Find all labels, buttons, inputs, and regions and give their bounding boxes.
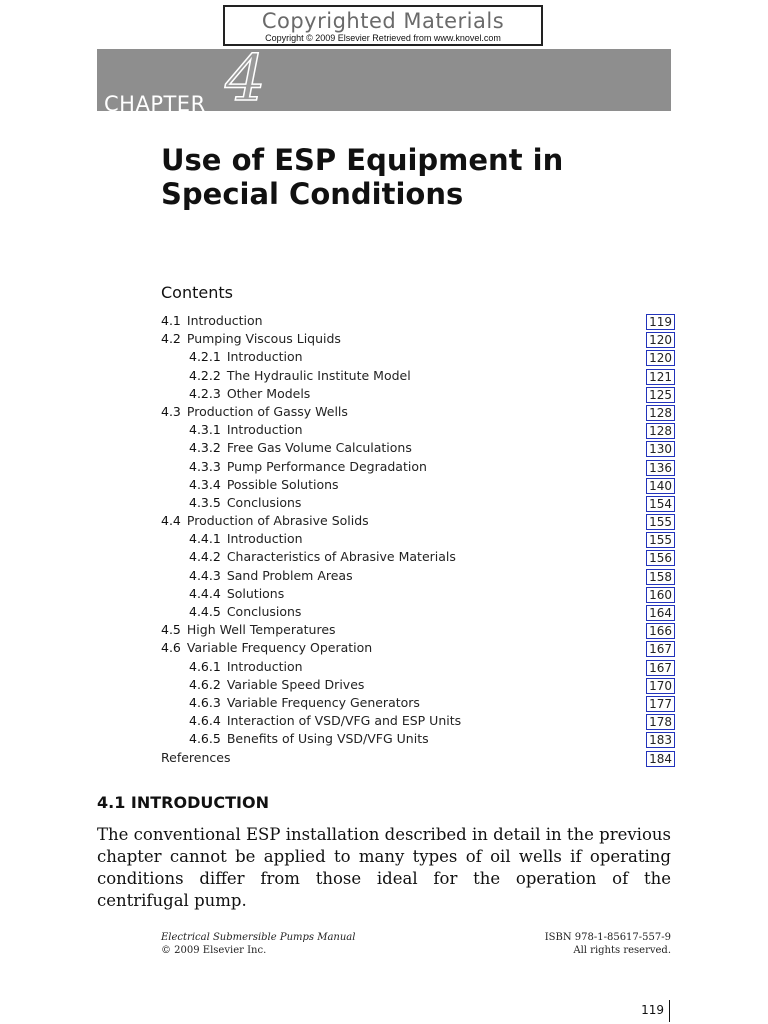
toc-entry-title: Production of Abrasive Solids: [186, 513, 369, 529]
toc-entry[interactable]: [161, 639, 675, 657]
toc-entry-number: 4.1: [161, 313, 181, 328]
chapter-title-line-1: Use of ESP Equipment in: [161, 143, 564, 177]
toc-entry[interactable]: [161, 658, 675, 676]
toc-entry-number: 4.4: [161, 513, 181, 529]
chapter-number: 4: [225, 42, 266, 116]
toc-entry-title: Interaction of VSD/VFG and ESP Units: [226, 713, 462, 729]
toc-entry-number: 4.6: [161, 640, 181, 656]
toc-entry[interactable]: [161, 348, 675, 366]
toc-entry[interactable]: [161, 476, 675, 494]
toc-page-link[interactable]: 125: [646, 387, 675, 403]
toc-page-link[interactable]: 156: [646, 550, 675, 566]
toc-entry[interactable]: [161, 730, 675, 748]
toc-page-link[interactable]: 128: [646, 423, 675, 439]
toc-entry-title: Introduction: [226, 349, 303, 365]
toc-entry-title: Production of Gassy Wells: [186, 403, 348, 419]
contents-heading: Contents: [161, 283, 233, 302]
toc-entry-number: 4.3.2: [189, 440, 221, 456]
toc-page-link[interactable]: 170: [646, 678, 675, 694]
section-heading: 4.1 INTRODUCTION: [97, 793, 269, 812]
toc-entry-number: 4.3.5: [189, 494, 221, 510]
toc-entry-number: 4.6.2: [189, 676, 221, 692]
toc-page-link[interactable]: 130: [646, 441, 675, 457]
toc-entry-number: 4.5: [161, 622, 181, 638]
toc-entry[interactable]: [161, 421, 675, 439]
toc-entry[interactable]: [161, 603, 675, 621]
toc-entry[interactable]: [161, 330, 675, 348]
toc-entry[interactable]: [161, 530, 675, 548]
toc-entry-title: Pumping Viscous Liquids: [186, 331, 341, 347]
footer-book-title: Electrical Submersible Pumps Manual: [161, 932, 356, 943]
footer-isbn-info: [545, 931, 671, 957]
toc-entry[interactable]: [161, 585, 675, 603]
toc-entry-number: 4.2: [161, 331, 181, 347]
toc-entry-title: Sand Problem Areas: [226, 567, 353, 583]
chapter-label: CHAPTER: [104, 92, 206, 116]
toc-entry-title: Conclusions: [226, 604, 302, 619]
toc-entry-title: Introduction: [226, 531, 303, 547]
toc-page-link[interactable]: 154: [646, 496, 675, 512]
toc-entry-title: References: [161, 749, 231, 765]
toc-page-link[interactable]: 166: [646, 623, 675, 639]
toc-entry[interactable]: [161, 621, 675, 639]
toc-page-link[interactable]: 140: [646, 478, 675, 494]
toc-entry-number: 4.4.2: [189, 549, 221, 565]
page-number: 119: [641, 1003, 664, 1017]
toc-entry-number: 4.6.1: [189, 658, 221, 674]
toc-entry[interactable]: [161, 712, 675, 730]
toc-page-link[interactable]: 164: [646, 605, 675, 621]
toc-page-link[interactable]: 158: [646, 569, 675, 585]
toc-entry[interactable]: [161, 694, 675, 712]
toc-entry-number: 4.4.4: [189, 585, 221, 601]
copyright-banner: [223, 5, 543, 46]
toc-entry-title: Introduction: [186, 313, 263, 328]
toc-entry-title: Possible Solutions: [226, 476, 339, 492]
toc-entry-number: 4.2.2: [189, 367, 221, 383]
toc-entry-number: 4.2.1: [189, 349, 221, 365]
toc-entry[interactable]: [161, 439, 675, 457]
toc-entry-number: 4.3.1: [189, 422, 221, 438]
toc-entry[interactable]: [161, 512, 675, 530]
toc-entry-title: Benefits of Using VSD/VFG Units: [226, 731, 429, 747]
toc-entry[interactable]: [161, 403, 675, 421]
chapter-title: [161, 143, 563, 211]
toc-entry-number: 4.4.3: [189, 567, 221, 583]
copyright-notice: Copyright © 2009 Elsevier Retrieved from www.knovel.com: [265, 33, 501, 43]
toc-entry-title: Introduction: [226, 658, 303, 674]
body-paragraph: The conventional ESP installation described in detail in the previous chapter cannot be applied to many types of oil wells if operating conditions differ from those ideal for the operation of the centrifugal pump.: [97, 825, 671, 910]
copyright-title: Copyrighted Materials: [261, 9, 505, 33]
toc-entry[interactable]: [161, 676, 675, 694]
toc-entry-number: 4.6.3: [189, 694, 221, 710]
footer-rights: All rights reserved.: [573, 945, 671, 956]
toc-page-link[interactable]: 184: [646, 751, 675, 767]
page-number-rule: [669, 1000, 670, 1022]
toc-entry[interactable]: [161, 749, 675, 767]
toc-entry[interactable]: [161, 548, 675, 566]
toc-page-link[interactable]: 167: [646, 641, 675, 657]
toc-entry-number: 4.3.3: [189, 458, 221, 474]
toc-page-link[interactable]: 121: [646, 369, 675, 385]
footer-book-info: [161, 931, 355, 957]
toc-page-link[interactable]: 178: [646, 714, 675, 730]
toc-page-link[interactable]: 183: [646, 732, 675, 748]
table-of-contents: [161, 312, 675, 767]
toc-entry-title: High Well Temperatures: [186, 622, 336, 638]
toc-entry-title: Free Gas Volume Calculations: [226, 440, 412, 456]
toc-entry-number: 4.6.4: [189, 713, 221, 729]
toc-entry-title: Solutions: [226, 585, 285, 601]
toc-entry-number: 4.4.1: [189, 531, 221, 547]
toc-entry-number: 4.3.4: [189, 476, 221, 492]
toc-page-link[interactable]: 136: [646, 460, 675, 476]
toc-page-link[interactable]: 160: [646, 587, 675, 603]
footer-isbn: ISBN 978-1-85617-557-9: [544, 932, 671, 943]
toc-entry[interactable]: [161, 312, 675, 330]
toc-entry-number: 4.2.3: [189, 385, 221, 401]
toc-entry[interactable]: [161, 458, 675, 476]
toc-entry[interactable]: [161, 494, 675, 512]
toc-page-link[interactable]: 155: [646, 514, 675, 530]
toc-entry-number: 4.6.5: [189, 731, 221, 747]
toc-entry-title: Other Models: [226, 385, 311, 401]
toc-entry-title: Variable Frequency Generators: [226, 694, 420, 710]
toc-entry[interactable]: [161, 385, 675, 403]
toc-page-link[interactable]: 120: [646, 332, 675, 348]
toc-page-link[interactable]: 119: [646, 314, 675, 330]
toc-page-link[interactable]: 177: [646, 696, 675, 712]
toc-page-link[interactable]: 167: [646, 660, 675, 676]
footer-publisher: © 2009 Elsevier Inc.: [161, 945, 267, 956]
toc-entry-title: Conclusions: [226, 494, 302, 510]
toc-entry[interactable]: [161, 567, 675, 585]
toc-page-link[interactable]: 120: [646, 350, 675, 366]
toc-page-link[interactable]: 128: [646, 405, 675, 421]
toc-entry-title: The Hydraulic Institute Model: [226, 367, 411, 383]
toc-page-link[interactable]: 155: [646, 532, 675, 548]
toc-entry-title: Introduction: [226, 422, 303, 438]
toc-entry-title: Variable Frequency Operation: [186, 640, 373, 656]
chapter-title-line-2: Special Conditions: [161, 177, 464, 211]
toc-entry-number: 4.3: [161, 403, 181, 419]
toc-entry-number: 4.4.5: [189, 604, 221, 619]
toc-entry-title: Pump Performance Degradation: [226, 458, 427, 474]
toc-entry-title: Characteristics of Abrasive Materials: [226, 549, 456, 565]
toc-entry-title: Variable Speed Drives: [226, 676, 365, 692]
toc-entry[interactable]: [161, 367, 675, 385]
